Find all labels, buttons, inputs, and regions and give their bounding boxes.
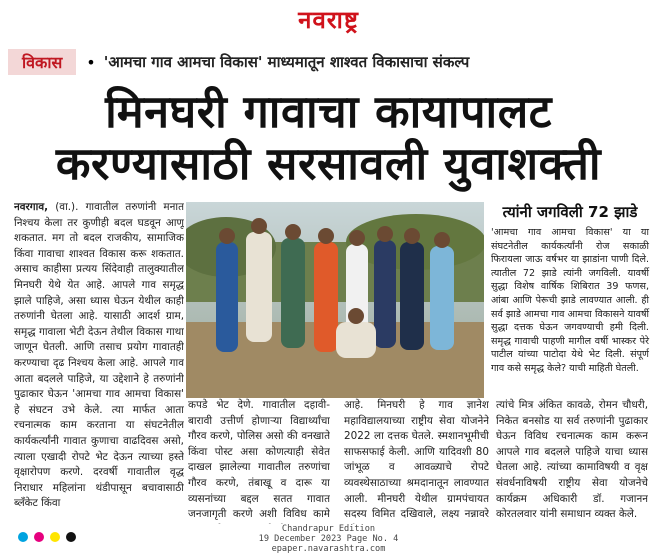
footer-edition: Chandrapur Edition bbox=[281, 524, 376, 534]
group-photo-icon bbox=[186, 202, 484, 398]
article-text-4: त्यांचे मित्र अंकित कावळे, रोमन चौधरी, निकेत बनसोड या सर्व तरुणांनी पुढाकार घेऊन विविध रचनात्मक काम करून आपले गाव बदलले पाहिजे याचा ध्यास घेतला आहे. त्यांच्या कामाविषयी व वृक्ष संवर्धनाविषयी राष्ट्रीय सेवा योजनेचे कार्यक्रम अधिकारी डॉ. गजानन कोरतलवार यांनी समाधान व्यक्त केले. bbox=[496, 399, 648, 521]
sidebar-body: 'आमचा गाव आमचा विकास' या या संघटनेतील कार्यकर्त्यांनी रोज सकाळी फिरायला जाऊ वर्षभर या झाडांना पाणी दिले. त्यातील 72 झाडे त्यांनी जगविली. यावर्षी सुद्धा विशेष वार्षिक शिबिरात 39 फणस, आंबा आणि पेरूची झाडे लावण्यात आली. ही सर्व झाडे आमचा गाव आमचा विकासने यावर्षी सुद्धा दत्तक घेऊन जगवण्याची हमी दिली. समृद्ध गावाची पाहणी मागील वर्षी भास्कर पेरे पाटील यांच्या पाटोदा येथे भेट दिली. संपूर्ण गाव कसे समृद्ध केले? याची माहिती घेतली. bbox=[491, 227, 649, 374]
article-column-3 bbox=[344, 398, 489, 524]
kicker-text: 'आमचा गाव आमचा विकास' माध्यमातून शाश्वत विकासाचा संकल्प bbox=[103, 53, 470, 71]
masthead bbox=[0, 0, 657, 36]
article-text-2: कपडे भेट देणे. गावातील दहावी-बारावी उत्तीर्ण होणाऱ्या विद्यार्थ्यांचा गौरव करणे, पोलिस असो की वनखाते किंवा पोस्ट असा कोणत्याही सेवेत दाखल झालेल्या गावातील तरुणांचा गौरव करणे, तंबाखू व दारू या व्यसनांच्या बद्दल सतत गावात जनजागृती करणे अशी विविध कामे bbox=[188, 399, 330, 521]
newspaper-logo: नवराष्ट्र bbox=[298, 6, 359, 34]
group-photo bbox=[186, 202, 484, 398]
kicker-bullet: • bbox=[86, 52, 96, 72]
article-column-4 bbox=[496, 398, 648, 524]
section-tag: विकास bbox=[8, 49, 76, 75]
article-text-3: आहे. मिनघरी हे गाव ज्ञानेश महाविद्यालयाच्या राष्ट्रीय सेवा योजनेने 2022 ला दत्तक घेतले. स्मशानभूमीची साफसफाई केली. आणि यादिवशी 80 जांभूळ व आवळ्याचे रोपटे व्यवस्थेसाठाच्या श्रमदानातून लावण्यात आली. मीनघरी येथील ग्रामपंचायत सदस्य विमित दखिवाले, लक्ष्य नन्नावरे bbox=[344, 399, 489, 521]
sidebar-title: त्यांनी जगविली 72 झाडे bbox=[502, 203, 638, 221]
headline-line-2: करण्यासाठी सरसावली युवाशक्ती bbox=[55, 137, 602, 190]
footer-url[interactable]: epaper.navarashtra.com bbox=[271, 544, 386, 554]
headline bbox=[10, 86, 647, 190]
article-column-left bbox=[14, 200, 184, 524]
footer-date-page: 19 December 2023 Page No. 4 bbox=[258, 534, 399, 544]
article-text-left: (वा.). गावातील तरुणांनी मनात निश्चय केला तर कुणीही बदल घडवून आणू शकतात. मग तो बदल राजकीय, सामाजिक किंवा गावाचा शाश्वत विकास करू शकतात. असाच काहीसा प्रत्यय सिंदेवाही तालुक्यातील मिनघरी येथे येत आहे. आपले गाव समृद्ध झाले पाहिजे, असा ध्यास घेऊन येथील काही तरुणांनी घेतला आहे. यासाठी आदर्श ग्राम, समृद्ध गावाला भेटी देऊन तेथील विकास गाथा जाणून घेतली. आणि तसाच प्रयोग गावातही करण्याचा दृढ निश्चय केला आहे. आपले गाव आता बदलले पाहिजे, या उद्देशाने हे तरुणांनी पुढाकार घेऊन 'आमचा गाव आमचा विकास' हे संघटन उभे केले. त्या मार्फत आता रचनात्मक काम करताना या संघटनेतील कार्यकर्त्यांनी गावात कुणाचा वाढदिवस असो, त्याला एखादी रोपटे भेट देऊन त्याच्या हस्ते वृक्षारोपण करणे. दरवर्षी गावातील वृद्ध निराधार महिलांना थंडीपासून बचावासाठी ब्लॅंकेट किंवा bbox=[14, 201, 184, 510]
dateline: नवरगाव, bbox=[14, 201, 49, 213]
article-column-2 bbox=[188, 398, 330, 524]
kicker-row bbox=[8, 48, 648, 76]
footer bbox=[0, 524, 657, 555]
headline-line-1: मिनघरी गावाचा कायापालट bbox=[105, 85, 552, 138]
sidebar-box bbox=[491, 202, 649, 398]
